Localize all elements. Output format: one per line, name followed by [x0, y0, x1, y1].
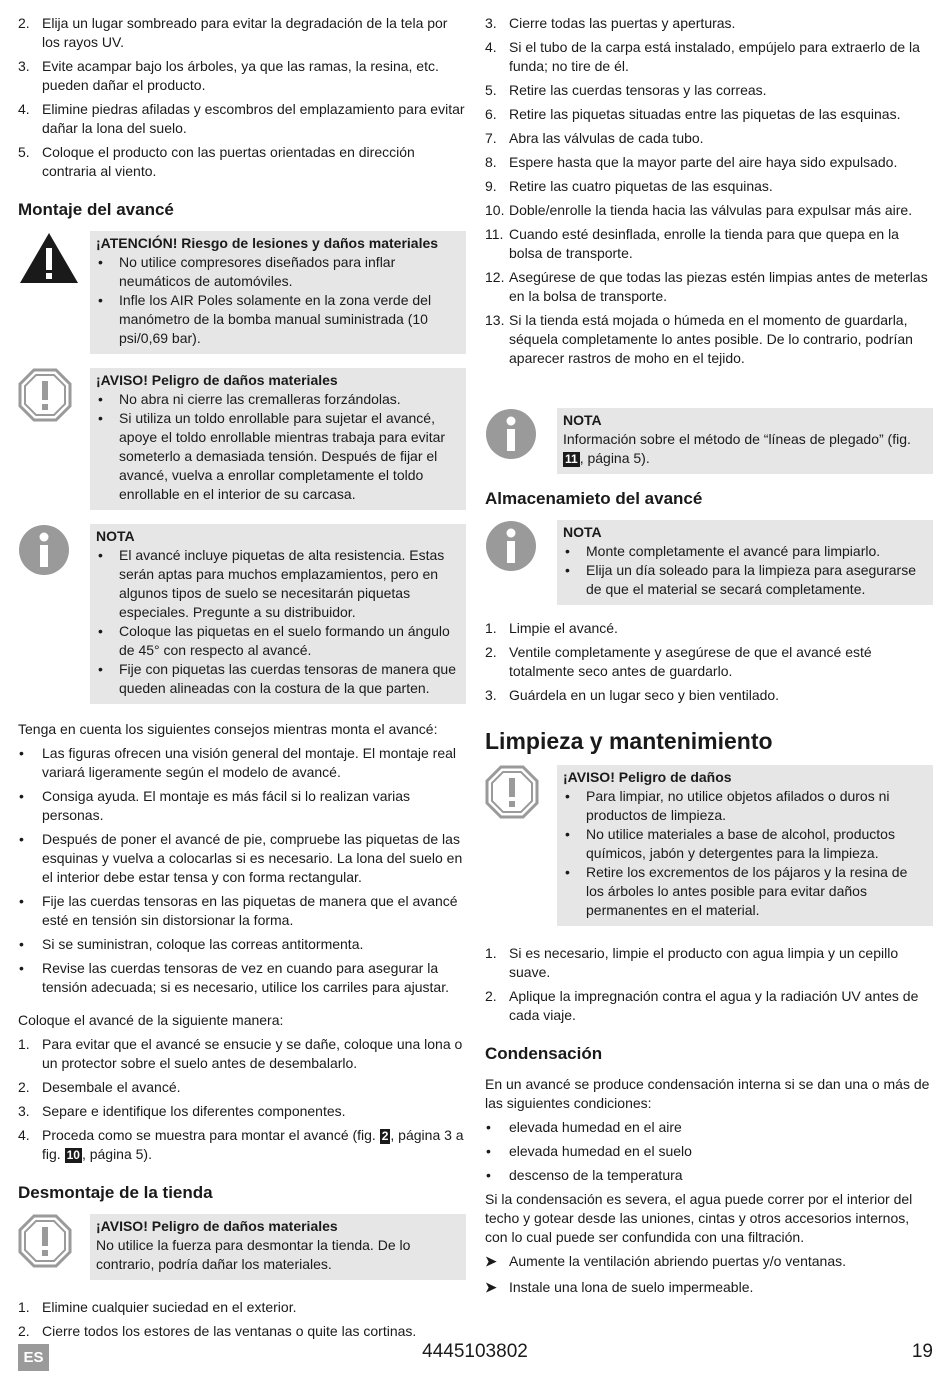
notice-body: Información sobre el método de “líneas de plegado” (fig. 11 , página 5).: [563, 431, 911, 466]
aviso-notice: [18, 368, 466, 510]
aviso-notice: [485, 765, 933, 926]
list-item: 5. Retire las cuerdas tensoras y las correas.: [485, 82, 767, 98]
list-item: 3. Cierre todas las puertas y aperturas.: [485, 15, 736, 31]
notice-title: NOTA: [563, 412, 602, 428]
list-item: 6. Retire las piquetas situadas entre las piquetas de las esquinas.: [485, 106, 901, 122]
aviso-notice: [18, 1214, 466, 1280]
notice-title: NOTA: [563, 524, 602, 540]
nota-box: [90, 524, 466, 704]
list-item: 1. Elimine cualquier suciedad en el exterior.: [18, 1299, 297, 1315]
aviso-box: [557, 765, 933, 926]
list-item: 12. Asegúrese de que todas las piezas estén limpias antes de meterlas en la bolsa de transporte.: [485, 269, 928, 304]
condensacion-paragraph: Si la condensación es severa, el agua puede correr por el interior del techo y gotear desde las uniones, cintas y otros accesorios internos, con lo cual puede ser confundida con una filtración.: [485, 1191, 913, 1245]
list-item: • Si se suministran, coloque las correas antitormenta.: [18, 935, 466, 954]
notice-body: No utilice la fuerza para desmontar la tienda. De lo contrario, podría dañar los materiales.: [96, 1237, 411, 1272]
notice-title: ¡AVISO! Peligro de daños materiales: [96, 1218, 338, 1234]
almacen-steps: [485, 619, 933, 705]
list-item: • Elija un día soleado para la limpieza para asegurarse de que el material se secará completamente.: [563, 561, 927, 599]
list-item: 2. Desembale el avancé.: [18, 1079, 181, 1095]
figure-ref-badge: 10: [66, 1148, 80, 1162]
right-column: [485, 14, 933, 1304]
list-item: • Revise las cuerdas tensoras de vez en cuando para asegurar la tensión adecuada; si es necesario, utilice los carriles para ajustar.: [18, 959, 466, 997]
nota-box: [557, 408, 933, 474]
list-item: 2. Elija un lugar sombreado para evitar la degradación de la tela por los rayos UV.: [18, 15, 448, 50]
coloque-intro: Coloque el avancé de la siguiente manera:: [18, 1012, 284, 1028]
list-item: • Consiga ayuda. El montaje es más fácil si lo realizan varias personas.: [18, 787, 466, 825]
aviso-box: [90, 368, 466, 510]
language-badge: ES: [18, 1344, 49, 1371]
notice-title: NOTA: [96, 528, 135, 544]
list-item: 3. Guárdela en un lugar seco y bien ventilado.: [485, 687, 780, 703]
list-item: 1. Limpie el avancé.: [485, 620, 618, 636]
figure-ref-badge: 11: [565, 452, 578, 466]
list-item: • Para limpiar, no utilice objetos afilados o duros ni productos de limpieza.: [563, 787, 927, 825]
warning-triangle-icon: [18, 231, 90, 354]
consejos-intro: Tenga en cuenta los siguientes consejos mientras monta el avancé:: [18, 721, 438, 737]
info-icon: [485, 520, 557, 605]
info-icon: [18, 524, 90, 704]
coloque-steps: [18, 1035, 466, 1164]
atencion-notice: [18, 231, 466, 354]
list-item: • No abra ni cierre las cremalleras forzándolas.: [96, 390, 460, 409]
list-item: 7. Abra las válvulas de cada tubo.: [485, 130, 704, 146]
list-item: 2. Cierre todos los estores de las ventanas o quite las cortinas.: [18, 1323, 417, 1339]
acciones-list: [485, 1252, 933, 1297]
list-item: • descenso de la temperatura: [485, 1166, 933, 1185]
nota-box: [557, 520, 933, 605]
figure-ref-badge: 2: [381, 1129, 389, 1143]
list-item: • Coloque las piquetas en el suelo formando un ángulo de 45° con respecto al avancé.: [96, 622, 460, 660]
desmontaje-steps: [18, 1298, 466, 1341]
list-item: 4. Proceda como se muestra para montar el avancé (fig. 2 , página 3 a fig. 10 , página 5).: [18, 1127, 464, 1162]
desmontaje-steps-continued: [485, 14, 933, 368]
consejos-list: [18, 744, 466, 997]
list-item: • Monte completamente el avancé para limpiarlo.: [563, 542, 927, 561]
list-item: 2. Aplique la impregnación contra el agua y la radiación UV antes de cada viaje.: [485, 988, 919, 1023]
list-item: 5. Coloque el producto con las puertas orientadas en dirección contraria al viento.: [18, 144, 415, 179]
notice-title: ¡AVISO! Peligro de daños materiales: [96, 372, 338, 388]
arrow-icon: ➤: [485, 1279, 497, 1295]
atencion-box: [90, 231, 466, 354]
list-item: 13. Si la tienda está mojada o húmeda en el momento de guardarla, séquela completamente lo antes posible. De lo contrario, podrían aparecer rastros de moho en el tejido.: [485, 312, 913, 366]
left-column: [18, 14, 466, 1346]
aviso-box: [90, 1214, 466, 1280]
desmontaje-heading: Desmontaje de la tienda: [18, 1183, 213, 1202]
list-item: • Fije las cuerdas tensoras en las piquetas de manera que el avancé esté en tensión sin distorsionar la forma.: [18, 892, 466, 930]
list-item: 1. Si es necesario, limpie el producto con agua limpia y un cepillo suave.: [485, 945, 899, 980]
list-item: • elevada humedad en el suelo: [485, 1142, 933, 1161]
list-item: • Si utiliza un toldo enrollable para sujetar el avancé, apoye el toldo enrollable mientras trabaja para evitar someterlo a demasiada tensión. Después de fijar el avancé, vuelva a enrollar completamente el toldo enrollable en el interior de su carcasa.: [96, 409, 460, 504]
limpieza-steps: [485, 944, 933, 1025]
list-item: • Después de poner el avancé de pie, compruebe las piquetas de las esquinas y vuelva a colocarlas si es necesario. La lona del suelo en el interior debe estar tensa y con forma rectangular.: [18, 830, 466, 887]
nota-notice: [485, 408, 933, 474]
list-item: • No utilice compresores diseñados para inflar neumáticos de automóviles.: [96, 253, 460, 291]
list-item: 4. Elimine piedras afiladas y escombros del emplazamiento para evitar dañar la lona del suelo.: [18, 101, 465, 136]
list-item: • Infle los AIR Poles solamente en la zona verde del manómetro de la bomba manual suministrada (10 psi/0,69 bar).: [96, 291, 460, 348]
list-item: 3. Evite acampar bajo los árboles, ya que las ramas, la resina, etc. pueden dañar el producto.: [18, 58, 439, 93]
info-icon: [485, 408, 557, 474]
list-item: 4. Si el tubo de la carpa está instalado, empújelo para extraerlo de la funda; no tire de él.: [485, 39, 920, 74]
list-item: • elevada humedad en el aire: [485, 1118, 933, 1137]
list-item: • El avancé incluye piquetas de alta resistencia. Estas serán aptas para muchos emplazamientos, pero en algunos tipos de suelo se necesitarán piquetas especiales. Pregunte a su distribuidor.: [96, 546, 460, 622]
condensacion-heading: Condensación: [485, 1044, 603, 1063]
list-item: ➤ Instale una lona de suelo impermeable.: [485, 1279, 754, 1295]
list-item: • Retire los excrementos de los pájaros y la resina de los árboles lo antes posible para evitar daños permanentes en el material.: [563, 863, 927, 920]
list-item: 10. Doble/enrolle la tienda hacia las válvulas para expulsar más aire.: [485, 202, 913, 218]
list-item: • Fije con piquetas las cuerdas tensoras de manera que queden alineadas con la costura de la que parten.: [96, 660, 460, 698]
list-item: 11. Cuando esté desinflada, enrolle la tienda para que quepa en la bolsa de transporte.: [485, 226, 899, 261]
list-item: • No utilice materiales a base de alcohol, productos químicos, jabón y detergentes para la limpieza.: [563, 825, 927, 863]
limpieza-heading: Limpieza y mantenimiento: [485, 728, 773, 754]
condiciones-list: [485, 1118, 933, 1185]
list-item: 1. Para evitar que el avancé se ensucie y se dañe, coloque una lona o un protector sobre el suelo antes de desembalarlo.: [18, 1036, 463, 1071]
notice-octagon-icon: [485, 765, 557, 926]
document-code: 4445103802: [422, 1341, 528, 1362]
list-item: • Las figuras ofrecen una visión general del montaje. El montaje real variará ligeramente según el modelo de avancé.: [18, 744, 466, 782]
list-item: 3. Separe e identifique los diferentes componentes.: [18, 1103, 346, 1119]
almacen-heading: Almacenamieto del avancé: [485, 489, 703, 508]
notice-octagon-icon: [18, 368, 90, 510]
list-item: ➤ Aumente la ventilación abriendo puertas y/o ventanas.: [485, 1253, 846, 1269]
list-item: 8. Espere hasta que la mayor parte del aire haya sido expulsado.: [485, 154, 898, 170]
intro-steps: [18, 14, 466, 181]
montaje-heading: Montaje del avancé: [18, 200, 174, 219]
notice-title: ¡ATENCIÓN! Riesgo de lesiones y daños materiales: [96, 235, 439, 251]
page-number: 19: [911, 1341, 933, 1362]
notice-title: ¡AVISO! Peligro de daños: [563, 769, 732, 785]
nota-notice: [485, 520, 933, 605]
arrow-icon: ➤: [485, 1253, 497, 1269]
list-item: 2. Ventile completamente y asegúrese de que el avancé esté totalmente seco antes de guardarlo.: [485, 644, 872, 679]
notice-octagon-icon: [18, 1214, 90, 1280]
list-item: 9. Retire las cuatro piquetas de las esquinas.: [485, 178, 773, 194]
nota-notice: [18, 524, 466, 704]
condensacion-intro: En un avancé se produce condensación interna si se dan una o más de las siguientes condiciones:: [485, 1076, 930, 1111]
